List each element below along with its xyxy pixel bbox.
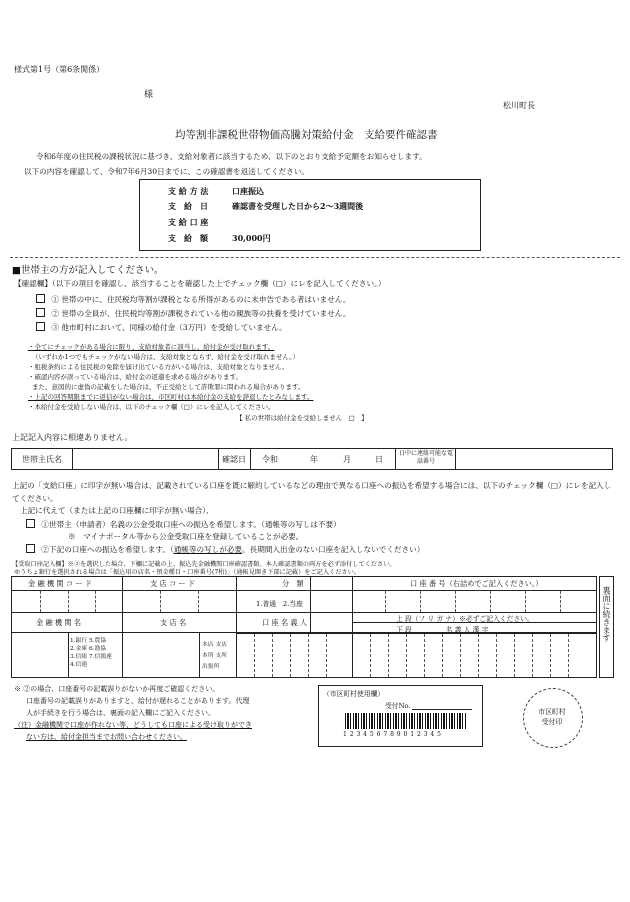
category-options[interactable]: 1.普通 2.当座 (256, 600, 303, 608)
bank-type-options[interactable]: 1.銀行 5.農協 2.金庫 6.漁協 3.信組 7.信漁連 4.信連 (70, 638, 112, 668)
note-7: ・本給付金を受給しない場合は、以下のチェック欄（□）にレを記入してください。 (28, 403, 275, 411)
account-number-header: 口 座 番 号（右詰めでご記入ください。） (410, 579, 543, 588)
head-name-label: 世帯主氏名 (22, 455, 62, 464)
checkbox-icon[interactable] (26, 519, 35, 528)
bank-note-2: ゆうちょ銀行を選択される場合は「振込用の店名・預金種目・口座番号(7桁)」（通帳見開き下部に記載）をご記入ください。 (14, 569, 360, 576)
date-label: 支 給 日 (168, 201, 208, 211)
bank-note-1: 【受取口座記入欄】※②を選択した場合、下欄に記載の上、振込先金融機関口座確認書類、本人確認書類の両方を必ず添付してください。 (12, 561, 396, 568)
method-label: 支 給 方 法 (168, 186, 209, 196)
year-label: 年 (310, 455, 318, 464)
intro-line-1: 令和6年度の住民税の課税状況に基づき、支給対象者に該当するため、以下のとおり支給予定額をお知らせします。 (36, 152, 427, 161)
amount-value: 30,000円 (232, 233, 271, 243)
footer-note-1: ※ ②の場合、口座番号の記載誤りがないか再度ご確認ください。 (14, 685, 220, 693)
account-label: 支 給 口 座 (168, 217, 209, 227)
side-note: 裏面に続きます (602, 586, 611, 642)
check-item-2[interactable]: ② 世帯の全員が、住民税均等割が課税されている他の親族等の扶養を受けていません。 (36, 308, 350, 319)
footer-note-3: 人が手続きを行う場合は、裏面の記入欄にご記入ください。 (26, 709, 215, 717)
era-label: 令和 (262, 455, 278, 464)
check-item-3[interactable]: ③ 他市町村において、同様の給付金（3万円）を受給していません。 (36, 322, 287, 333)
account-change-intro: 上記に代えて（または上記の口座欄に印字が無い場合）、 (20, 506, 214, 515)
barcode-icon (345, 713, 467, 729)
account-holder-header: 口 座 名 義 人 (262, 618, 308, 627)
note-5: また、意図的に虚偽の記載をした場合は、不正受給として詐欺罪に問われる場合があります。 (32, 383, 305, 391)
kana-header: 上 段（フ リ ガ ナ）※必ずご記入ください。 (396, 615, 534, 623)
check-item-1[interactable]: ① 世帯の中に、住民税均等割が課税となる所得があるのに未申告である者はいません。 (36, 294, 350, 305)
account-change-paragraph: 上記の「支給口座」に印字が無い場合は、記載されている口座を既に解約しているなどの理由で異なる口座への振込を希望する場合には、以下のチェック欄（□）にレを記入してください。 (12, 481, 612, 503)
phone-field[interactable] (458, 450, 608, 466)
addressee-suffix: 様 (144, 90, 154, 100)
checkbox-icon[interactable] (36, 308, 45, 317)
confirm-statement: 上記記入内容に相違ありません。 (12, 433, 133, 442)
method-value: 口座振込 (232, 186, 264, 196)
receipt-number-label: 受付No. (385, 702, 411, 710)
phone-label: 日中に連絡可能な電話番号 (399, 450, 454, 465)
barcode-digits: 1 2 3 4 5 6 7 8 9 0 1 2 3 4 5 (343, 731, 442, 738)
note-4: ・確認内容が誤っている場合は、給付金の返還を求める場合があります。 (28, 373, 242, 381)
amount-label: 支 給 額 (168, 233, 208, 243)
date-value: 確認書を受理した日から2～3週間後 (232, 201, 364, 211)
intro-line-2: 以下の内容を確認して、令和7年6月30日までに、この確認書を返送してください。 (24, 167, 309, 176)
footer-note-5: ない方は、給付金担当までお問い合わせください。 (26, 733, 187, 741)
checkbox-icon[interactable] (36, 294, 45, 303)
checkbox-icon[interactable] (26, 544, 35, 553)
branch-type-options[interactable]: 本店 支店 本所 支所 出張所 (202, 642, 228, 670)
confirm-label: 【確認欄】（以下の項目を確認し、該当することを確認した上でチェック欄（□）にレを記入してください。） (14, 279, 386, 288)
head-name-field[interactable] (76, 450, 216, 466)
bank-name-header: 金 融 機 関 名 (36, 618, 82, 627)
month-label: 月 (343, 455, 351, 464)
branch-name-header: 支 店 名 (160, 618, 187, 627)
kanji-header: 下 段 名 義 人 漢 字 (396, 626, 489, 634)
checkbox-icon[interactable] (36, 322, 45, 331)
bank-code-header: 金 融 機 関 コ ー ド (28, 579, 93, 588)
confirm-date-label: 確認日 (222, 455, 246, 464)
decline-checkbox[interactable]: 【 私の世帯は給付金を受給しません □ 】 (236, 414, 368, 422)
page-title: 均等割非課税世帯物価高騰対策給付金 支給要件確認書 (175, 129, 438, 141)
issuer: 松川町長 (503, 101, 535, 110)
note-1: ・全てにチェックがある場合に限り、支給対象者に該当し、給付金が受け取れます。 (28, 343, 275, 351)
form-number: 様式第1号（第6条関係） (14, 65, 105, 74)
footer-note-2: 口座番号の記載誤りがありますと、給付が遅れることがあります。代理 (26, 697, 250, 705)
footer-note-4: （注）金融機関で口座が作れない等、どうしても口座による受け取りができ (14, 721, 252, 729)
dashed-divider (10, 257, 620, 258)
day-label: 日 (375, 455, 383, 464)
option-2[interactable]: ②下記の口座への振込を希望します。（通帳等の写しが必要。長期間入出金のない口座を記入しないでください） (26, 544, 424, 555)
note-3: ・租税条約による住民税の免除を届け出ている方がいる場合は、支給対象となりません。 (28, 363, 289, 371)
note-2: （いずれか1つでもチェックがない場合は、支給対象とならず、給付金を受け取れません。） (32, 353, 300, 361)
office-use-label: （市区町村使用欄） (323, 690, 385, 698)
stamp-label: 市区町村 受付印 (538, 708, 566, 726)
branch-code-header: 支 店 コ ー ド (150, 579, 196, 588)
section1-heading: ■世帯主の方が記入してください。 (12, 265, 164, 276)
note-6: ・上記の回答期限までに返信がない場合は、市区町村は本給付金の支給を辞退したとみなします。 (28, 393, 314, 401)
option-1[interactable]: ①世帯主（申請者）名義の公金受取口座への振込を希望します。（通帳等の写しは不要） (26, 519, 341, 530)
category-header: 分 類 (282, 579, 304, 588)
option-1-note: ※ マイナポータル等から公金受取口座を登録していることが必要。 (68, 532, 304, 541)
